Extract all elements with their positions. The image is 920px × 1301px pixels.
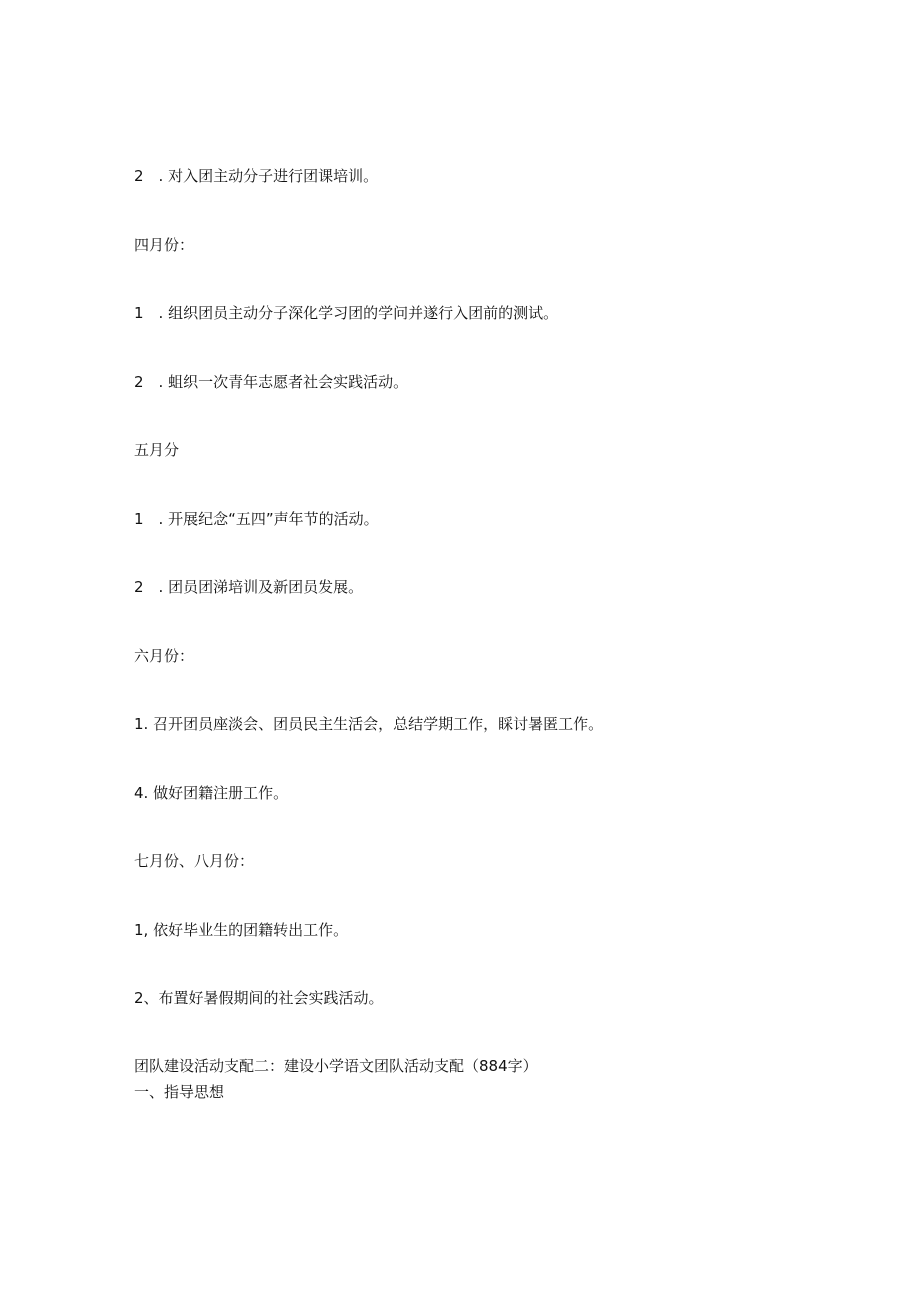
text-line: 1. 召开团员座淡会、团员民主生活会，总结学期工作，睬讨暑匿工作。	[134, 715, 604, 733]
text-line: 1 . 组织团员主动分子深化学习团的学问并遂行入团前的测试。	[134, 304, 559, 322]
text-line: 1, 依好毕业生的团籍转出工作。	[134, 921, 349, 939]
section-heading-april: 四月份：	[134, 236, 195, 254]
text-line: 2、布置好暑假期间的社会实践活动。	[134, 989, 384, 1007]
text-line: 4. 做好团籍注册工作。	[134, 784, 289, 802]
section-heading-june: 六月份：	[134, 647, 195, 665]
section-heading-may: 五月分	[134, 441, 180, 459]
text-line: 2 . 团员团涕培训及新团员发展。	[134, 578, 364, 596]
section-heading-july-august: 七月份、八月份：	[134, 852, 255, 870]
text-line: 1 . 开展纪念“五四”声年节的活动。	[134, 510, 379, 528]
text-line: 2 . 蛆织一次青年志愿者社会实践活动。	[134, 373, 409, 391]
document-section-title: 团队建设活动支配二：建设小学语文团队活动支配（884字）	[134, 1057, 538, 1075]
text-line: 2 . 对入团主动分子进行团课培训。	[134, 167, 379, 185]
section-heading-guiding-ideology: 一、指导思想	[134, 1083, 225, 1101]
